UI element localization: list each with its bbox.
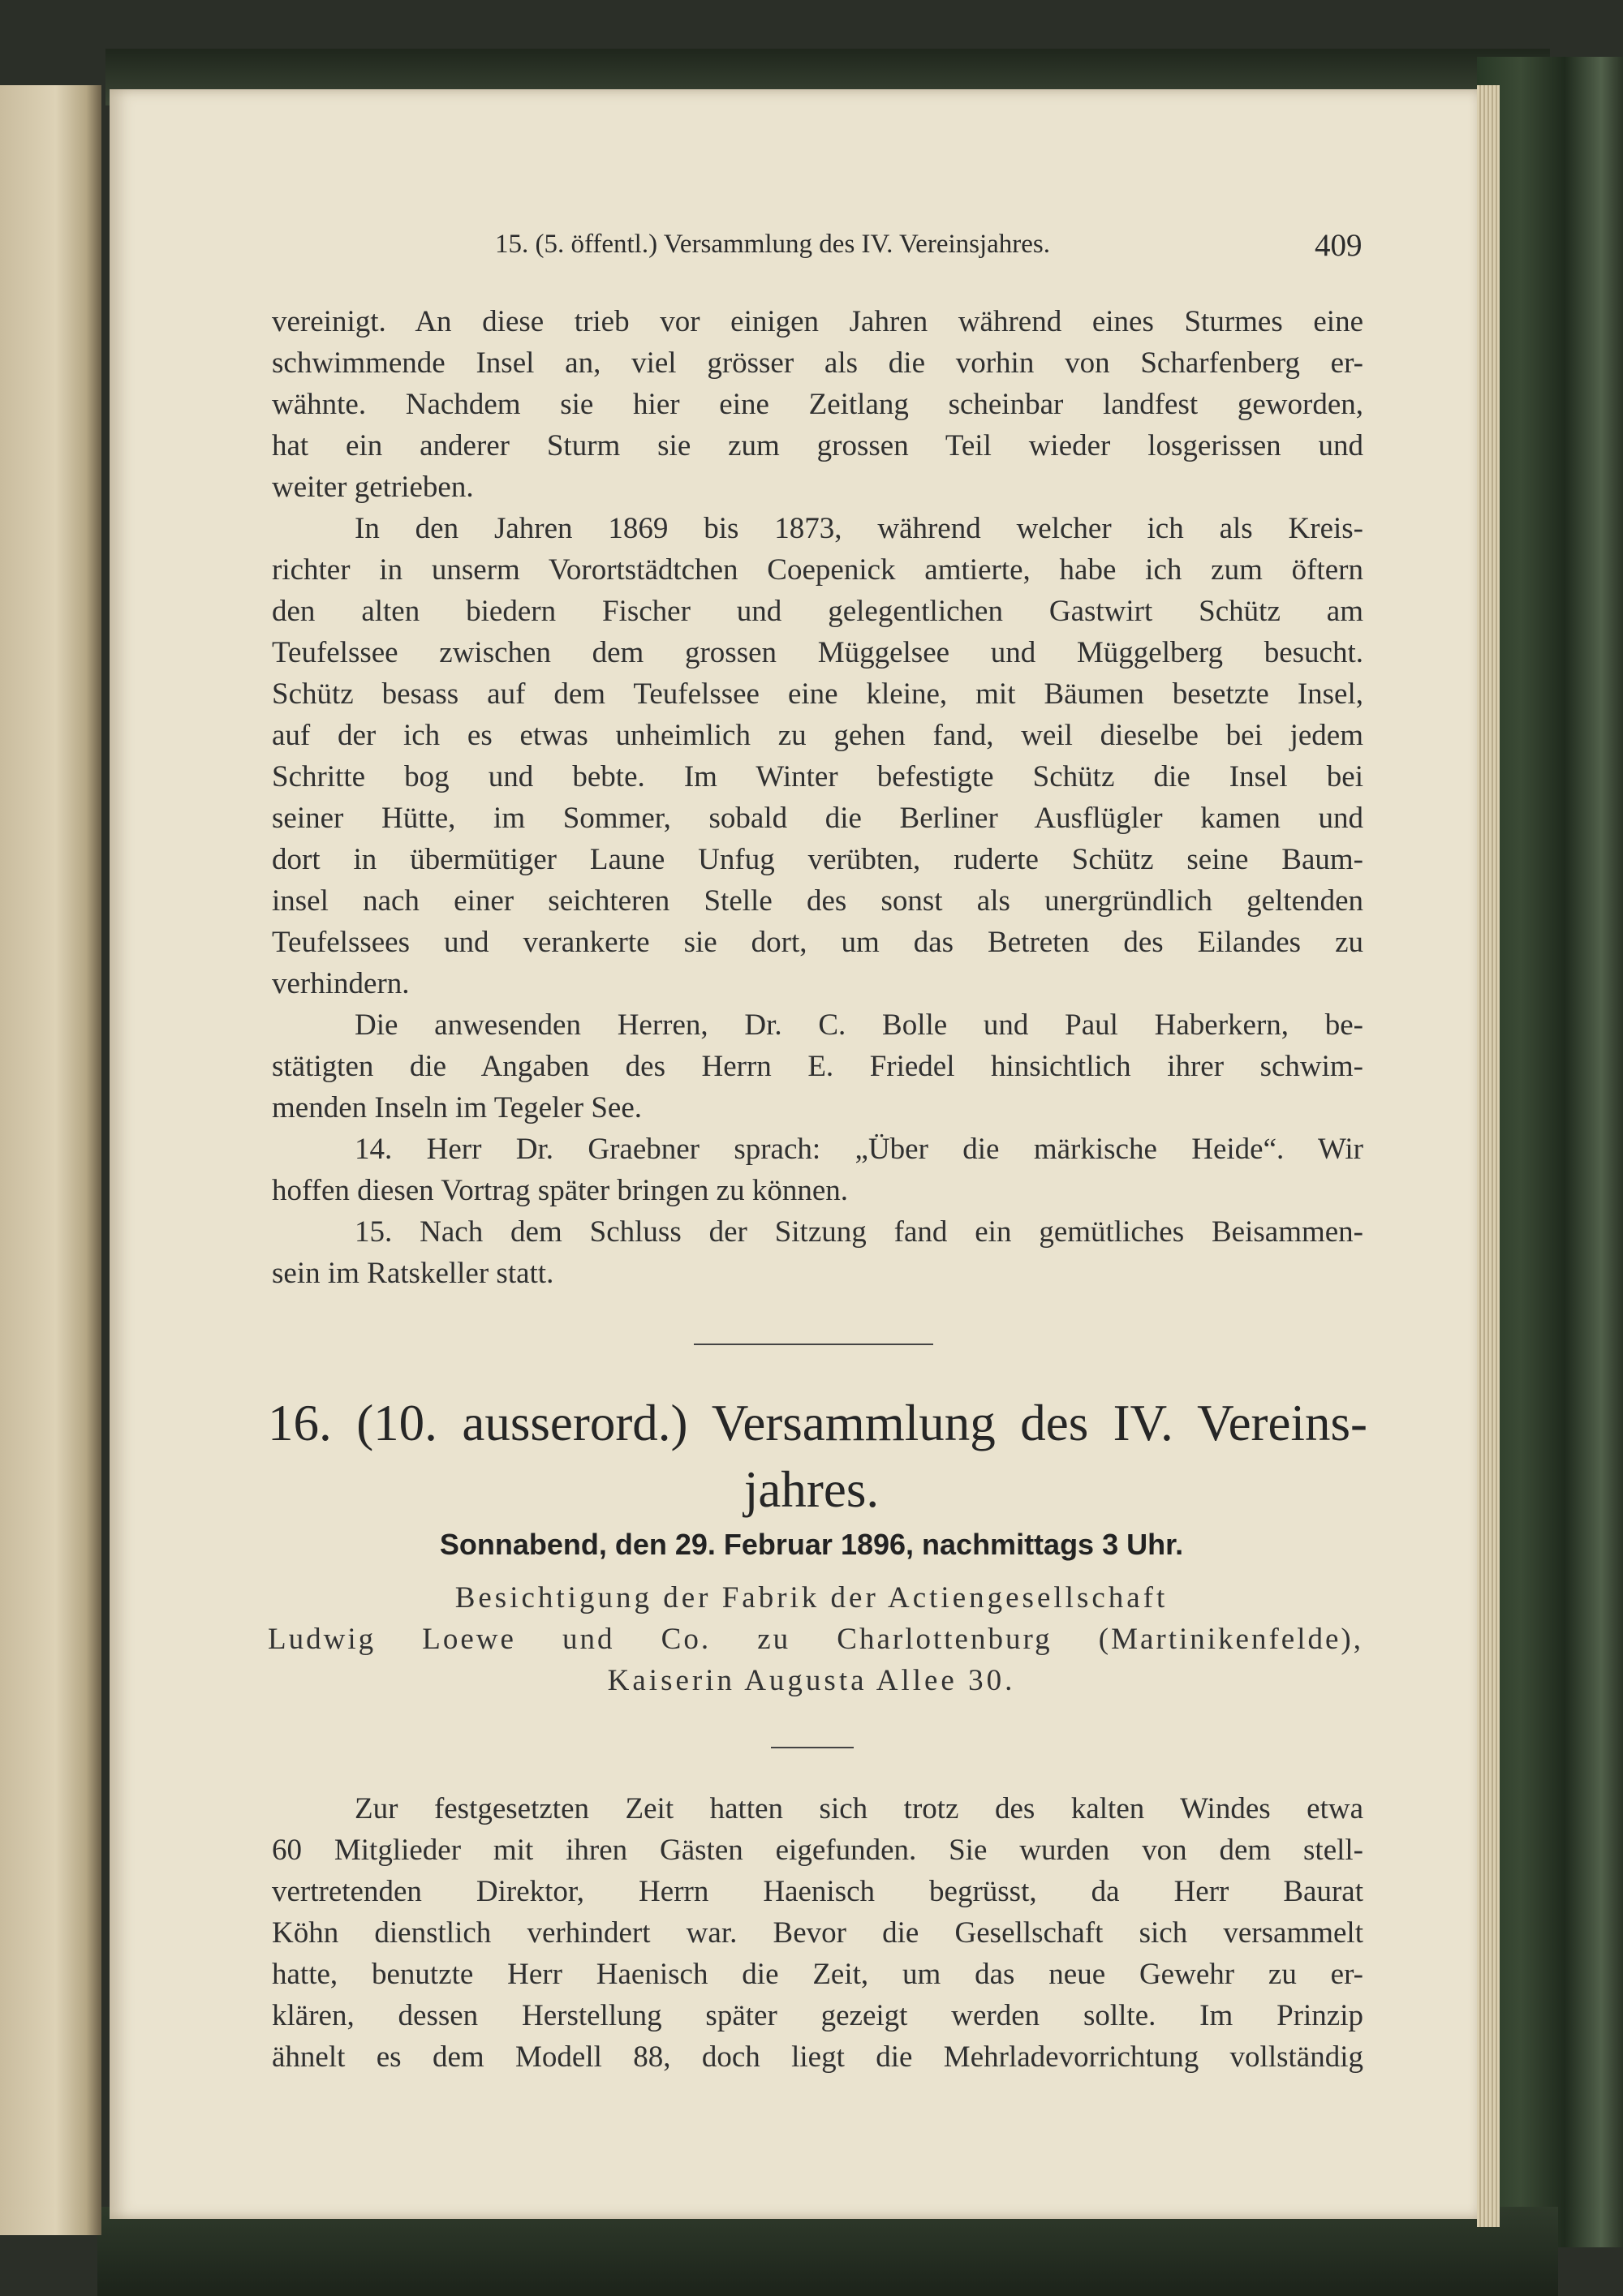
- text-line: seiner Hütte, im Sommer, sobald die Berliner Ausflügler kamen und: [272, 802, 1363, 835]
- text-line: vereinigt. An diese trieb vor einigen Jahren während eines Sturmes eine: [272, 305, 1363, 338]
- meeting-description-line-2: Ludwig Loewe und Co. zu Charlottenburg (Martinikenfelde),: [268, 1623, 1363, 1656]
- text-line: richter in unserm Vorortstädtchen Coepenick amtierte, habe ich zum öftern: [272, 553, 1363, 587]
- page-number: 409: [1315, 228, 1363, 263]
- text-line: verhindern.: [272, 967, 410, 1000]
- text-line: hatte, benutzte Herr Haenisch die Zeit, um das neue Gewehr zu er-: [272, 1958, 1363, 1991]
- section-divider: [694, 1344, 933, 1345]
- text-line: den alten biedern Fischer und gelegentlichen Gastwirt Schütz am: [272, 595, 1363, 628]
- text-line: Die anwesenden Herren, Dr. C. Bolle und Paul Haberkern, be-: [355, 1008, 1363, 1042]
- meeting-description-line-1: Besichtigung der Fabrik der Actiengesellschaft: [454, 1581, 1169, 1615]
- text-line: Schütz besass auf dem Teufelssee eine kleine, mit Bäumen besetzte Insel,: [272, 677, 1363, 711]
- text-line: Schritte bog und bebte. Im Winter befestigte Schütz die Insel bei: [272, 760, 1363, 793]
- text-line: schwimmende Insel an, viel grösser als die vorhin von Scharfenberg er-: [272, 346, 1363, 380]
- text-line: auf der ich es etwas unheimlich zu gehen fand, weil dieselbe bei jedem: [272, 719, 1363, 752]
- page-stack-edges: [1477, 85, 1500, 2227]
- text-line: insel nach einer seichteren Stelle des sonst als unergründlich geltenden: [272, 884, 1363, 918]
- text-line: Teufelssees und verankerte sie dort, um das Betreten des Eilandes zu: [272, 926, 1363, 959]
- text-line: Teufelssee zwischen dem grossen Müggelsee und Müggelberg besucht.: [272, 636, 1363, 669]
- meeting-description-line-3: Kaiserin Augusta Allee 30.: [607, 1664, 1016, 1697]
- meeting-date: Sonnabend, den 29. Februar 1896, nachmittags 3 Uhr.: [439, 1528, 1184, 1561]
- heading-divider: [771, 1747, 854, 1748]
- section-16-heading-line-1: 16. (10. ausserord.) Versammlung des IV. Vereins-: [268, 1395, 1367, 1451]
- text-line: hoffen diesen Vortrag später bringen zu können.: [272, 1174, 849, 1207]
- text-line: stätigten die Angaben des Herrn E. Friedel hinsichtlich ihrer schwim-: [272, 1050, 1363, 1083]
- text-line: vertretenden Direktor, Herrn Haenisch begrüsst, da Herr Baurat: [272, 1875, 1363, 1908]
- facing-page-edge: [0, 85, 101, 2235]
- text-line: sein im Ratskeller statt.: [272, 1257, 554, 1290]
- section-16-heading-line-2: jahres.: [743, 1461, 880, 1518]
- text-line: 14. Herr Dr. Graebner sprach: „Über die märkische Heide“. Wir: [355, 1133, 1363, 1166]
- text-line: 15. Nach dem Schluss der Sitzung fand ein gemütliches Beisammen-: [355, 1215, 1363, 1249]
- text-line: dort in übermütiger Laune Unfug verübten, ruderte Schütz seine Baum-: [272, 843, 1363, 876]
- text-line: In den Jahren 1869 bis 1873, während welcher ich als Kreis-: [355, 512, 1363, 545]
- book-cover-bottom-edge: [97, 2207, 1558, 2296]
- text-line: weiter getrieben.: [272, 471, 474, 504]
- text-line: Zur festgesetzten Zeit hatten sich trotz des kalten Windes etwa: [355, 1792, 1363, 1825]
- text-line: wähnte. Nachdem sie hier eine Zeitlang scheinbar landfest geworden,: [272, 388, 1363, 421]
- text-line: menden Inseln im Tegeler See.: [272, 1091, 642, 1124]
- text-line: Köhn dienstlich verhindert war. Bevor die Gesellschaft sich versammelt: [272, 1916, 1363, 1950]
- text-line: klären, dessen Herstellung später gezeigt werden sollte. Im Prinzip: [272, 1999, 1363, 2032]
- text-line: ähnelt es dem Modell 88, doch liegt die Mehrladevorrichtung vollständig: [272, 2040, 1363, 2074]
- text-line: 60 Mitglieder mit ihren Gästen eigefunden. Sie wurden von dem stell-: [272, 1834, 1363, 1867]
- text-line: hat ein anderer Sturm sie zum grossen Teil wieder losgerissen und: [272, 429, 1363, 462]
- running-head: 15. (5. öffentl.) Versammlung des IV. Vereinsjahres.: [495, 230, 1051, 259]
